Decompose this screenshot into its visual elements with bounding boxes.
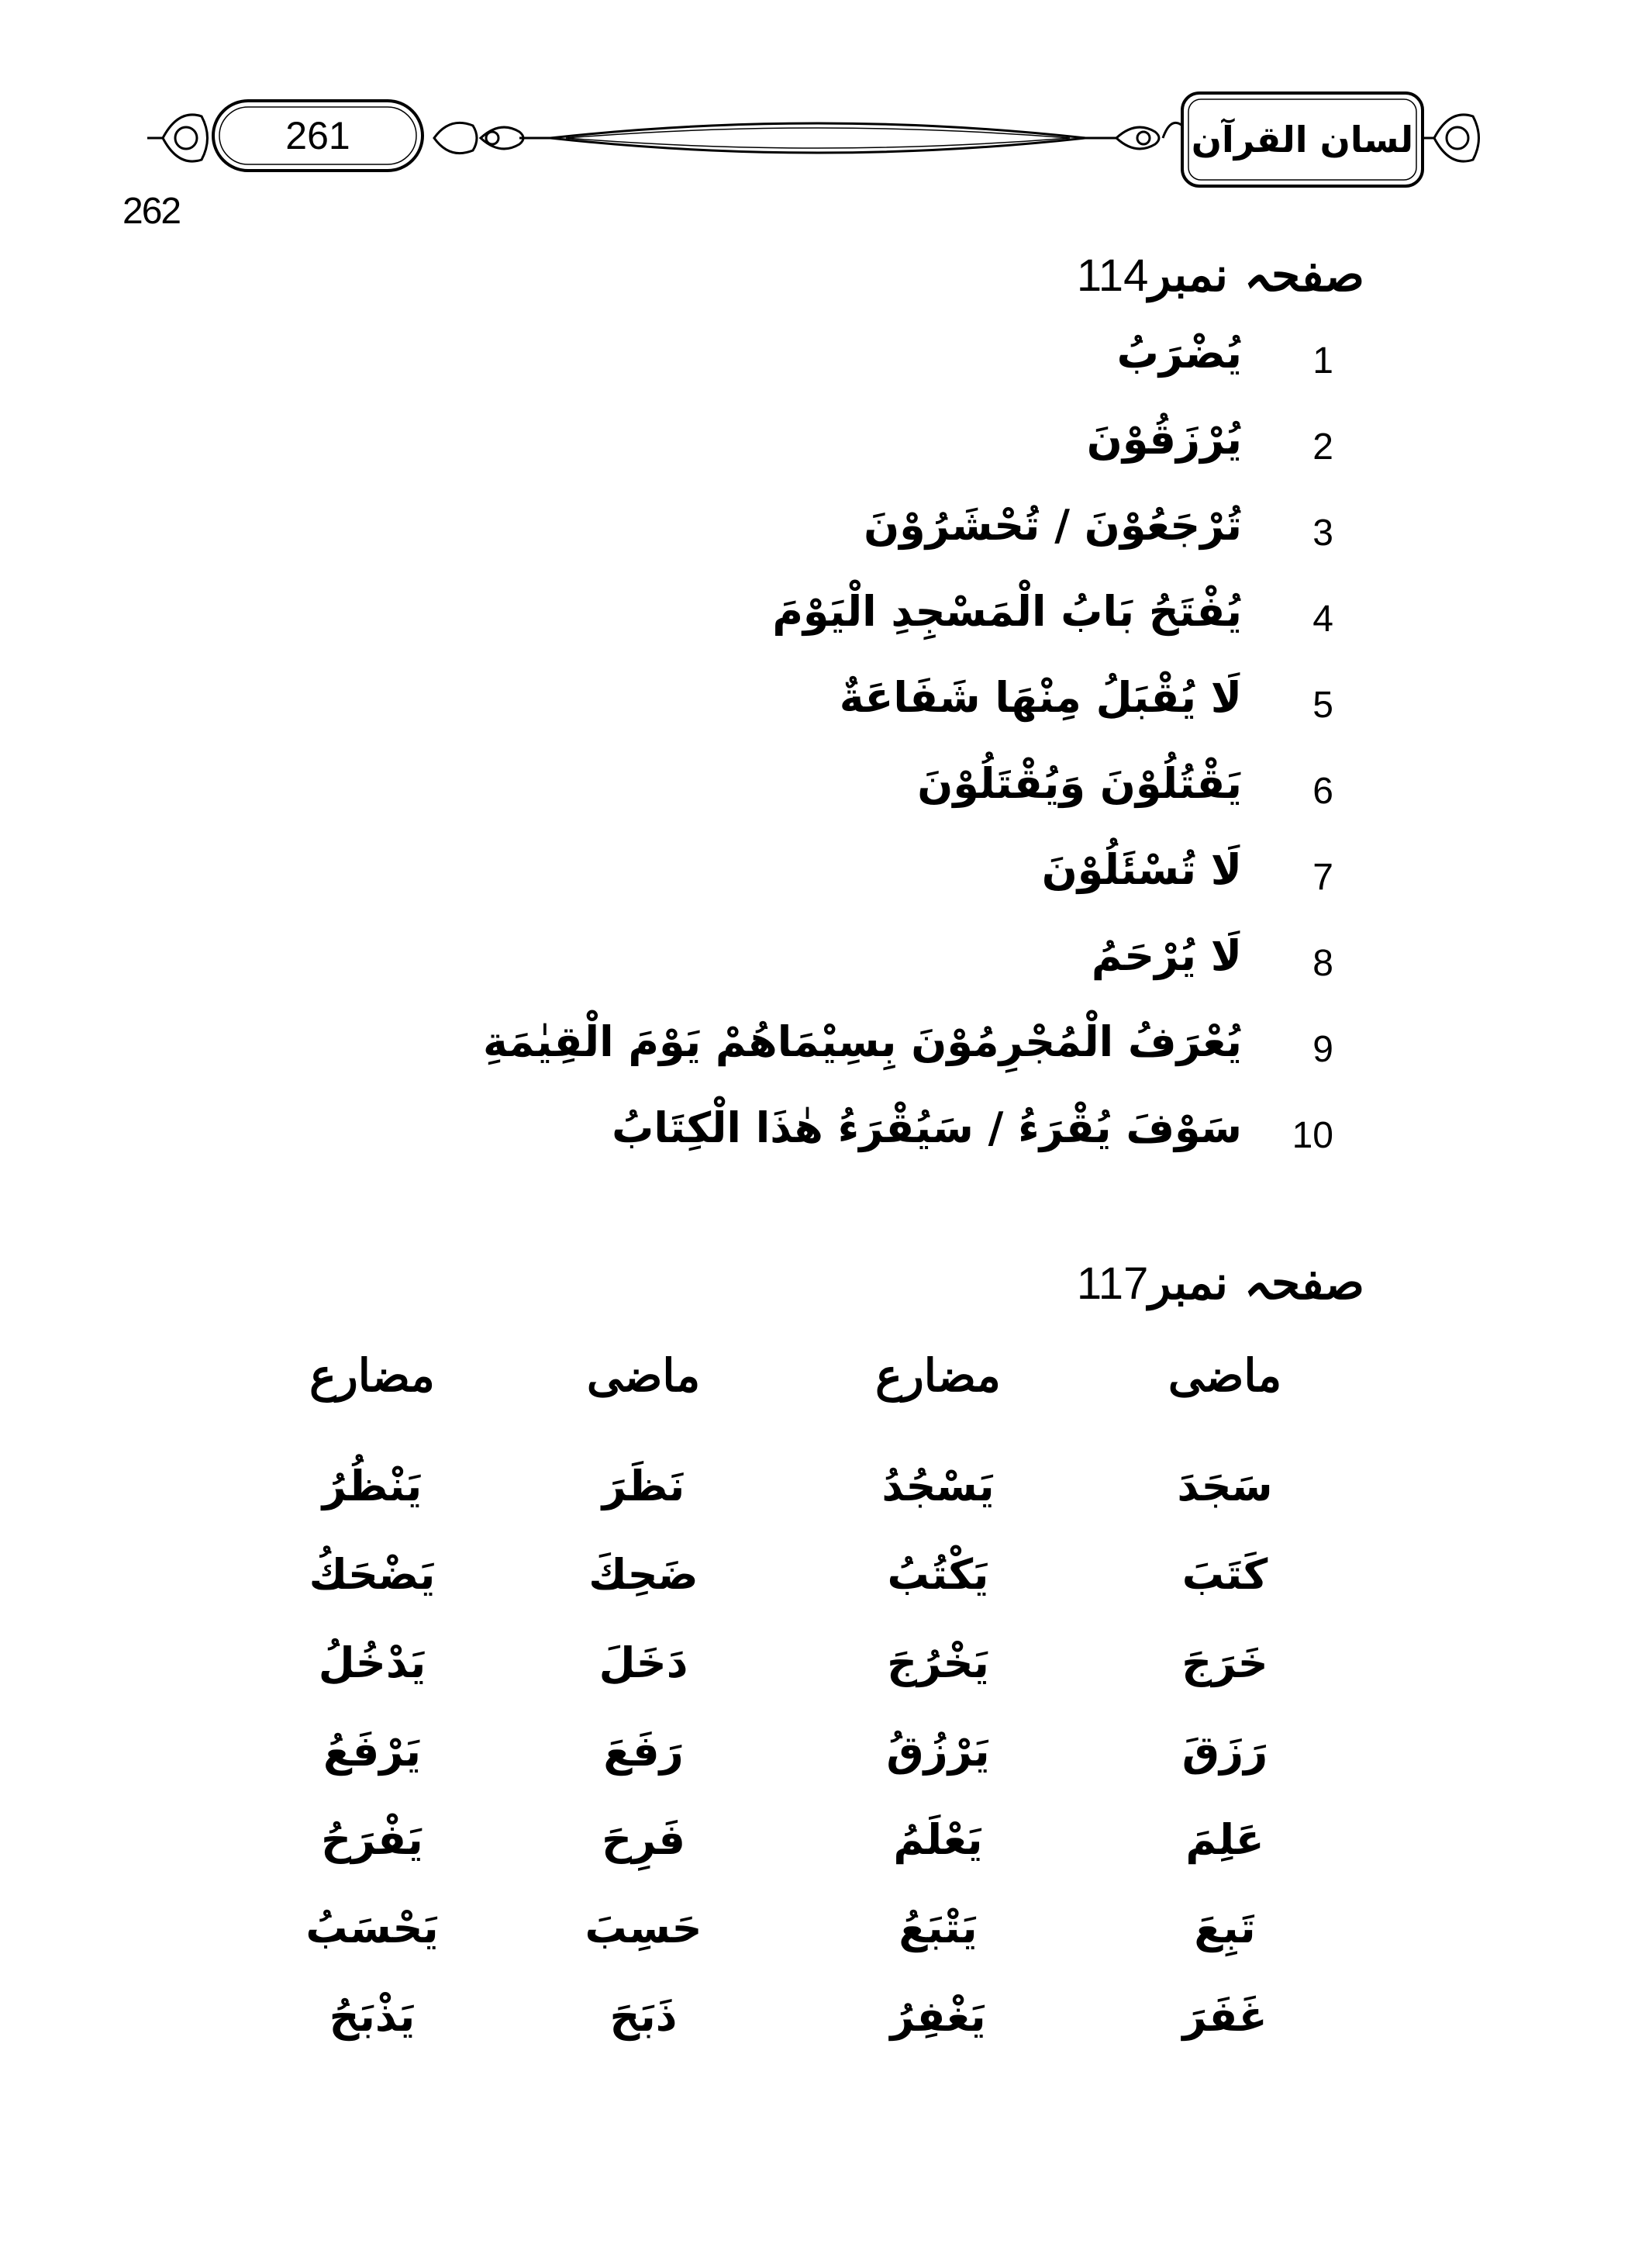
column-header: مضارع [309,1349,435,1402]
verb-table [233,1349,1341,2080]
list-item [248,412,1333,498]
table-cell: ذَبَحَ [609,1992,678,2041]
table-cell: نَظَرَ [602,1462,685,1510]
page-header [147,78,1488,202]
table-cell: يَدْخُلُ [318,1638,426,1687]
table-cell: يَغْفِرُ [890,1992,986,2041]
item-text: يُعْرَفُ الْمُجْرِمُوْنَ بِسِيْمَاهُمْ يَوْمَ الْقِيٰمَةِ [482,1017,1242,1066]
table-row [233,1638,1341,1727]
list-item [248,498,1333,584]
item-number: 8 [1312,943,1333,984]
table-cell: يَرْزُقُ [886,1727,990,1776]
header-page-number: 261 [285,114,350,157]
table-cell: كَتَبَ [1181,1550,1268,1599]
table-cell: تَبِعَ [1194,1904,1256,1952]
table-row [233,1992,1341,2080]
section2-heading-label: صفحہ نمبر [1148,1256,1364,1310]
table-row [233,1904,1341,1992]
section1-heading-number: 114 [1076,250,1149,301]
item-number: 7 [1312,857,1333,898]
table-cell: حَسِبَ [585,1904,702,1952]
column-header: ماضی [1168,1349,1282,1402]
table-cell: يَعْلَمُ [893,1815,983,1864]
table-cell: خَرَجَ [1181,1638,1268,1687]
table-cell: يَضْحَكُ [309,1550,436,1599]
overlay-page-number [122,190,180,233]
table-cell: يَنْظُرُ [322,1462,423,1510]
table-cell: يَسْجُدُ [881,1462,995,1510]
table-cell: رَفَعَ [603,1727,684,1776]
table-cell: سَجَدَ [1177,1462,1273,1510]
table-cell: رَزَقَ [1181,1727,1268,1776]
table-cell: يَحْسَبُ [305,1904,439,1952]
table-row [233,1727,1341,1815]
item-text: سَوْفَ يُقْرَءُ / سَيُقْرَءُ هٰذَا الْكِتَابُ [612,1103,1242,1152]
item-text: يَقْتُلُوْنَ وَيُقْتَلُوْنَ [917,759,1242,808]
list-item [248,326,1333,412]
list-item [248,842,1333,928]
item-text: يُرْزَقُوْنَ [1086,415,1242,464]
table-cell: دَخَلَ [598,1638,688,1687]
table-cell: يَرْفَعُ [322,1727,422,1776]
item-number: 1 [1312,340,1333,381]
list-item [248,1100,1333,1186]
item-number: 4 [1312,599,1333,640]
table-cell: فَرِحَ [602,1815,685,1864]
overlay-page-number-text: 262 [122,191,181,232]
section1-heading [1077,248,1364,302]
list-item [248,1014,1333,1100]
table-cell: يَخْرُجَ [887,1638,989,1687]
table-header-row [233,1349,1341,1462]
list-item [248,756,1333,842]
item-number: 2 [1312,426,1333,468]
table-cell: يَتْبَعُ [899,1904,978,1952]
table-row [233,1462,1341,1550]
table-cell: يَذْبَحُ [329,1992,416,2041]
table-cell: ضَحِكَ [588,1550,698,1599]
item-text: تُرْجَعُوْنَ / تُحْشَرُوْنَ [864,501,1242,550]
section2-heading [1077,1256,1364,1310]
column-header: مضارع [875,1349,1001,1402]
list-item [248,670,1333,756]
item-number: 6 [1312,771,1333,812]
item-text: لَا يُقْبَلُ مِنْهَا شَفَاعَةٌ [839,673,1242,722]
item-text: يُفْتَحُ بَابُ الْمَسْجِدِ الْيَوْمَ [772,587,1242,636]
table-cell: يَفْرَحُ [321,1815,423,1864]
item-number: 3 [1312,513,1333,554]
item-text: لَا تُسْئَلُوْنَ [1041,845,1242,894]
item-number: 5 [1312,685,1333,726]
column-header: ماضی [586,1349,701,1402]
section2-heading-number: 117 [1076,1258,1149,1309]
table-cell: غَفَرَ [1182,1992,1268,2041]
list-item [248,928,1333,1014]
item-text: لَا يُرْحَمُ [1091,931,1242,980]
table-cell: عَلِمَ [1185,1815,1264,1864]
item-text: يُضْرَبُ [1116,329,1242,378]
item-number: 10 [1292,1115,1333,1156]
item-number: 9 [1312,1029,1333,1070]
table-row [233,1550,1341,1638]
exercise-list [248,326,1333,1186]
table-row [233,1815,1341,1904]
header-book-title: لسان القرآن [1191,119,1414,161]
section1-heading-label: صفحہ نمبر [1148,248,1364,302]
table-cell: يَكْتُبُ [887,1550,989,1599]
list-item [248,584,1333,670]
